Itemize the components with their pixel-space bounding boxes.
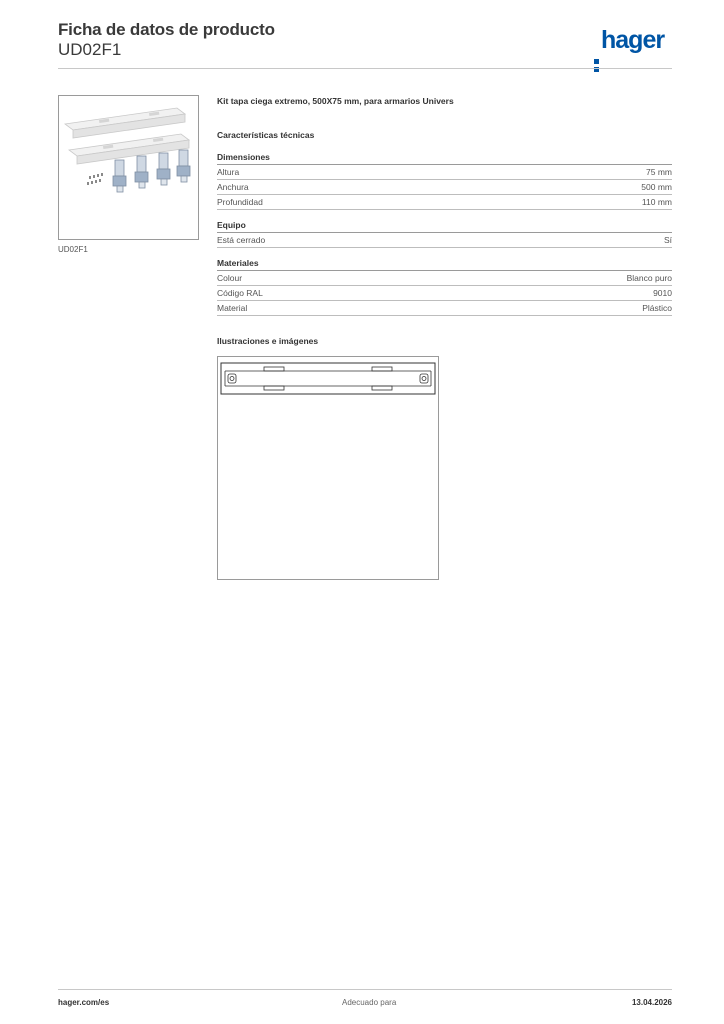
spec-label: Está cerrado xyxy=(217,235,266,245)
footer-date: 13.04.2026 xyxy=(631,998,672,1007)
spec-value: 75 mm xyxy=(646,167,672,177)
footer-website: hager.com/es xyxy=(58,998,110,1007)
equipo-heading: Equipo xyxy=(217,220,672,233)
materiales-heading: Materiales xyxy=(217,258,672,271)
hager-logo: hager xyxy=(594,24,664,56)
spec-value: Sí xyxy=(663,235,672,245)
product-specs xyxy=(217,96,672,346)
dimensiones-heading: Dimensiones xyxy=(217,152,672,165)
spec-label: Altura xyxy=(217,167,240,177)
spec-row xyxy=(217,301,672,316)
spec-label: Colour xyxy=(217,273,243,283)
illustrations-heading: Ilustraciones e imágenes xyxy=(217,336,319,346)
spec-label: Material xyxy=(217,303,248,313)
spec-label: Código RAL xyxy=(217,288,263,298)
product-code: UD02F1 xyxy=(58,40,122,59)
page-title: Ficha de datos de producto xyxy=(58,20,275,39)
header-divider xyxy=(58,68,672,69)
product-photo-icon xyxy=(59,96,198,239)
footer-suitable-for: Adecuado para xyxy=(342,998,397,1007)
spec-row xyxy=(217,195,672,210)
technical-drawing xyxy=(217,356,439,580)
tech-heading: Características técnicas xyxy=(217,130,315,140)
spec-row xyxy=(217,286,672,301)
spec-value: 110 mm xyxy=(641,197,672,207)
spec-value: Blanco puro xyxy=(626,273,672,283)
product-title: Kit tapa ciega extremo, 500X75 mm, para armarios Univers xyxy=(217,96,454,106)
spec-value: 500 mm xyxy=(641,182,672,192)
footer-divider xyxy=(58,989,672,990)
thumbnail-caption: UD02F1 xyxy=(58,245,88,254)
spec-value: Plástico xyxy=(642,303,672,313)
spec-row xyxy=(217,165,672,180)
spec-label: Profundidad xyxy=(217,197,263,207)
spec-row xyxy=(217,233,672,248)
spec-label: Anchura xyxy=(217,182,249,192)
spec-row xyxy=(217,180,672,195)
product-thumbnail xyxy=(58,95,199,240)
spec-row xyxy=(217,271,672,286)
spec-value: 9010 xyxy=(653,288,672,298)
cover-drawing-icon xyxy=(218,357,438,579)
